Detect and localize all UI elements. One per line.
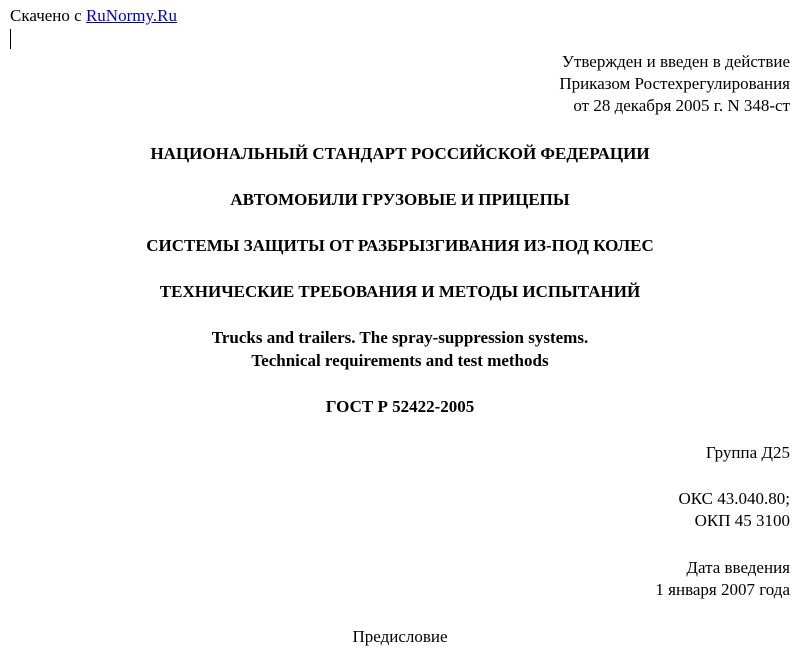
source-line [10, 6, 177, 26]
text-cursor [10, 29, 11, 49]
requirements-title: ТЕХНИЧЕСКИЕ ТРЕБОВАНИЯ И МЕТОДЫ ИСПЫТАНИЙ [159, 282, 641, 301]
group-label: Группа Д25 [705, 443, 790, 462]
standard-title: НАЦИОНАЛЬНЫЙ СТАНДАРТ РОССИЙСКОЙ ФЕДЕРАЦИИ [150, 144, 650, 163]
introduction-label: Дата введения [686, 558, 790, 577]
okp-code: ОКП 45 3100 [694, 511, 790, 530]
source-prefix: Скачено с [10, 6, 86, 25]
english-title-line-2: Technical requirements and test methods [251, 351, 549, 370]
oks-code: ОКС 43.040.80; [678, 489, 790, 508]
approval-line-1: Утвержден и введен в действие [561, 52, 790, 71]
english-title-line-1: Trucks and trailers. The spray-suppression systems. [211, 328, 589, 347]
approval-line-3: от 28 декабря 2005 г. N 348-ст [573, 96, 790, 115]
systems-title: СИСТЕМЫ ЗАЩИТЫ ОТ РАЗБРЫЗГИВАНИЯ ИЗ-ПОД КОЛЕС [146, 236, 654, 255]
introduction-block [655, 557, 790, 601]
source-link[interactable]: RuNormy.Ru [85, 6, 177, 25]
approval-block [559, 51, 790, 117]
standard-code: ГОСТ Р 52422-2005 [325, 397, 475, 416]
subject-title: АВТОМОБИЛИ ГРУЗОВЫЕ И ПРИЦЕПЫ [230, 190, 570, 209]
preface-heading: Предисловие [352, 627, 448, 646]
group-block [706, 442, 790, 464]
approval-line-2: Приказом Ростехрегулирования [559, 74, 790, 93]
introduction-date: 1 января 2007 года [655, 580, 790, 599]
classification-block [678, 488, 790, 532]
